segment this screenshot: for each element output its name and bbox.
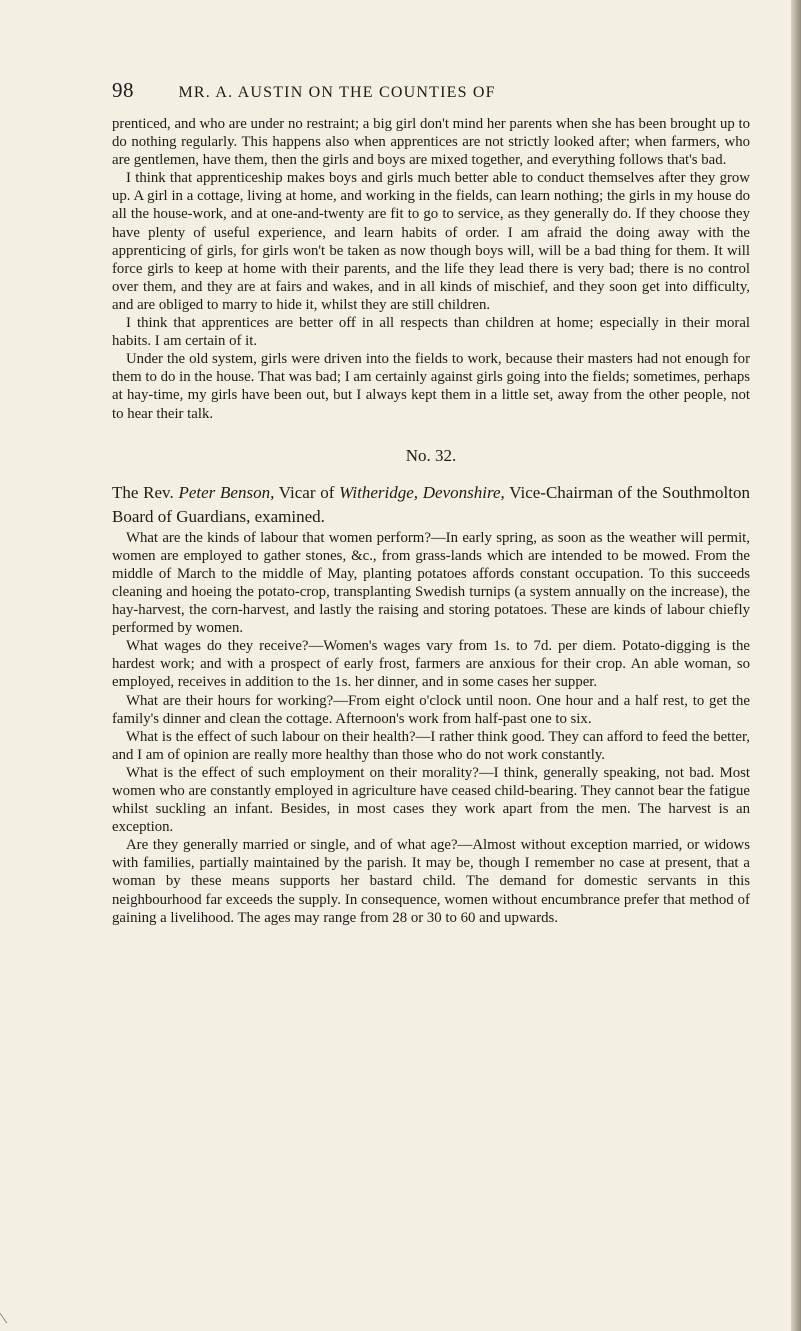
paragraph: What are the kinds of labour that women perform?—In early spring, as soon as the weather will permit, women are employed to gather stones, &c., from grass-lands which are intended to be mowed. From the middle of March to the middle of May, planting potatoes affords constant occupation. To this succeeds cleaning and hoeing the potato-crop, transplanting Swedish turnips (a system annually on the increase), the hay-harvest, the corn-harvest, and lastly the raising and storing potatoes. These are kinds of labour chiefly performed by women. [112, 529, 750, 637]
witness-place: Witheridge, Devonshire, [339, 482, 505, 502]
paragraph: Are they generally married or single, and of what age?—Almost without exception married, or widows with families, partially maintained by the parish. It may be, though I remember no case at present, that a woman by these means supports her bastard child. The demand for domestic servants in this neighbourhood far exceeds the supply. In consequence, women without encumbrance prefer that method of gaining a livelihood. The ages may range from 28 or 30 to 60 and upwards. [112, 837, 750, 926]
page-body [112, 115, 750, 927]
page-edge-shadow [791, 0, 801, 1331]
page-number: 98 [112, 78, 134, 102]
page-header [112, 78, 712, 103]
paragraph: What is the effect of such labour on their health?—I rather think good. They can afford to feed the better, and I am of opinion are really more healthy than those who do not work constantly. [112, 728, 750, 763]
paragraph: What is the effect of such employment on their morality?—I think, generally speaking, not bad. Most women who are constantly employed in agriculture have ceased child-bearing. They cannot bear the fatigue whilst suckling an infant. Besides, in most cases they work apart from the men. The harvest is an exception. [112, 764, 750, 836]
paragraph: Under the old system, girls were driven into the fields to work, because their masters had not enough for them to do in the house. That was bad; I am certainly against girls going into the fields; sometimes, perhaps at hay-time, my girls have been out, but I always kept them in a little set, away from the other people, not to hear their talk. [112, 351, 750, 422]
paragraph: I think that apprenticeship makes boys and girls much better able to conduct themselves after they grow up. A girl in a cottage, living at home, and working in the fields, can learn nothing; the girls in my house do all the house-work, and at one-and-twenty are fit to go to service, as they generally do. If they choose they have plenty of useful experience, and learn habits of order. I am afraid the doing away with the apprenticing of girls, for girls won't be taken as now though boys will, will be a bad thing for them. It will force girls to keep at home with their parents, and the life they lead there is very bad; there is no control over them, and they are at fairs and wakes, and in all kinds of mischief, and they soon get into difficulty, and are obliged to marry to hide it, whilst they are still children. [112, 170, 750, 313]
paragraph: What wages do they receive?—Women's wages vary from 1s. to 7d. per diem. Potato-digging is the hardest work; and with a prospect of early frost, farmers are anxious for their crop. An able woman, so employed, receives in addition to the 1s. her dinner, and in some cases her supper. [112, 638, 750, 691]
paragraph: prenticed, and who are under no restraint; a big girl don't mind her parents when she has been brought up to do nothing regularly. This happens also when apprentices are not strictly looked after; when farmers, who are gentlemen, have them, then the girls and boys are mixed together, and everything follows that's bad. [112, 116, 750, 169]
running-title: MR. A. AUSTIN ON THE COUNTIES OF [178, 84, 496, 101]
witness-name: Peter Benson, [178, 482, 275, 502]
scan-corner-mark [0, 1305, 21, 1323]
intro-vicar-of: Vicar of [278, 482, 335, 502]
intro-rest: Vice-Chairman of the Southmolton Board of Guardians, examined. [112, 482, 751, 526]
witness-intro [112, 481, 750, 529]
paragraph: What are their hours for working?—From eight o'clock until noon. One hour and a half rest, to get the family's dinner and clean the cottage. Afternoon's work from half-past one to six. [112, 692, 750, 727]
section-heading: No. 32. [405, 445, 457, 465]
intro-lead: The Rev. [112, 482, 174, 502]
paragraph: I think that apprentices are better off in all respects than children at home; especially in their moral habits. I am certain of it. [112, 315, 750, 350]
